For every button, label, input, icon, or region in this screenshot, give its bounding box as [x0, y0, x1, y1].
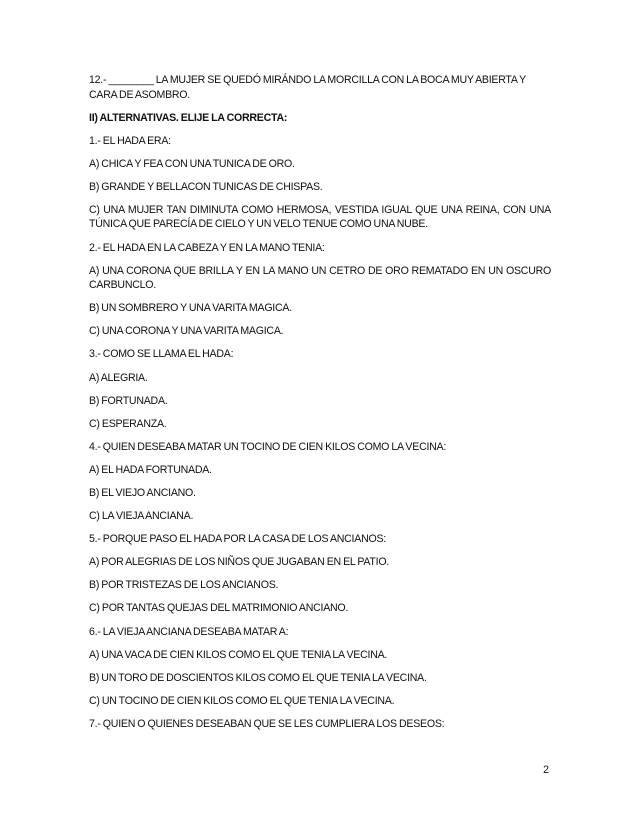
question-2-option-c: C) UNA CORONA Y UNA VARITA MAGICA. [89, 325, 284, 338]
question-4: 4.- QUIEN DESEABA MATAR UN TOCINO DE CIEN KILOS COMO LA VECINA: [89, 440, 447, 453]
question-3-option-c: C) ESPERANZA. [89, 417, 167, 430]
question-6-option-a: A) UNA VACA DE CIEN KILOS COMO EL QUE TENIA LA VECINA. [89, 648, 388, 661]
question-6-option-b: B) UN TORO DE DOSCIENTOS KILOS COMO EL QUE TENIA LA VECINA. [89, 671, 427, 684]
question-4-option-b: B) EL VIEJO ANCIANO. [89, 487, 196, 499]
question-5-option-a: A) POR ALEGRIAS DE LOS NIÑOS QUE JUGABAN EN EL PATIO. [89, 556, 390, 569]
question-1-option-c: C) UNA MUJER TAN DIMINUTA COMO HERMOSA, VESTIDA IGUAL QUE UNA REINA, CON UNA TÚNICA QUE PARECÍA DE CIELO Y UN VELO TENUE COMO UNA NUBE. [89, 203, 551, 231]
question-6-option-c: C) UN TOCINO DE CIEN KILOS COMO EL QUE TENIA LA VECINA. [89, 694, 395, 707]
question-3: 3.- COMO SE LLAMA EL HADA: [89, 348, 234, 361]
page-number: 2 [543, 764, 549, 776]
question-4-option-a: A) EL HADA FORTUNADA. [89, 463, 212, 476]
question-4-option-c: C) LA VIEJA ANCIANA. [89, 510, 194, 523]
question-12-fill-in: 12.- ________ LA MUJER SE QUEDÓ MIRÁNDO LA MORCILLA CON LA BOCA MUY ABIERTA Y CARA DE ASOMBRO. [89, 74, 526, 101]
question-1-option-b: B) GRANDE Y BELLACON TUNICAS DE CHISPAS. [89, 180, 323, 193]
question-5: 5.- PORQUE PASO EL HADA POR LA CASA DE LOS ANCIANOS: [89, 533, 386, 546]
question-1: 1.- EL HADA ERA: [89, 134, 171, 147]
question-3-option-b: B) FORTUNADA. [89, 394, 168, 407]
question-5-option-c: C) POR TANTAS QUEJAS DEL MATRIMONIO ANCIANO. [89, 602, 349, 615]
question-2-option-a: A) UNA CORONA QUE BRILLA Y EN LA MANO UN CETRO DE ORO REMATADO EN UN OSCURO CARBUNCLO. [89, 264, 551, 292]
document-body [89, 73, 551, 740]
question-1-option-a: A) CHICA Y FEA CON UNA TUNICA DE ORO. [89, 157, 295, 170]
question-3-option-a: A) ALEGRIA. [89, 371, 148, 384]
question-2: 2.- EL HADA EN LA CABEZA Y EN LA MANO TENIA: [89, 241, 325, 254]
question-6: 6.- LA VIEJA ANCIANA DESEABA MATAR A: [89, 625, 289, 638]
question-5-option-b: B) POR TRISTEZAS DE LOS ANCIANOS. [89, 579, 279, 592]
section-heading-alternatives: II) ALTERNATIVAS. ELIJE LA CORRECTA: [89, 111, 288, 124]
question-2-option-b: B) UN SOMBRERO Y UNA VARITA MAGICA. [89, 302, 292, 315]
question-7: 7.- QUIEN O QUIENES DESEABAN QUE SE LES CUMPLIERA LOS DESEOS: [89, 717, 445, 730]
